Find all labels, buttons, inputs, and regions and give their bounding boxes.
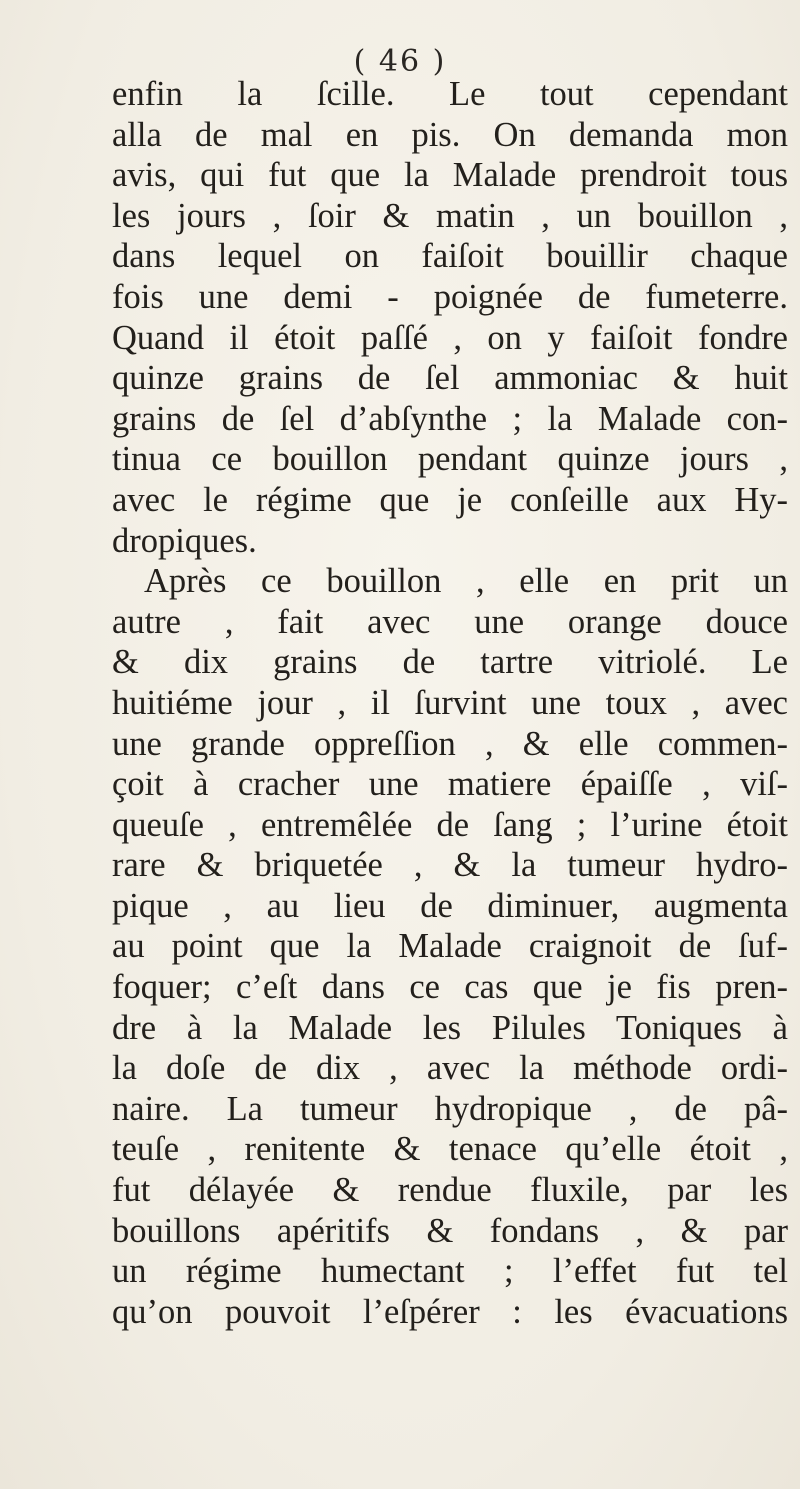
text-line: une grande oppreſſion , & elle commen-	[112, 724, 788, 763]
text-line: dre à la Malade les Pilules Toniques à	[112, 1008, 788, 1047]
text-line: bouillons apéritifs & fondans , & par	[112, 1211, 788, 1250]
text-line: foquer; c’eſt dans ce cas que je fis pren-	[112, 968, 788, 1007]
text-line: & dix grains de tartre vitriolé. Le	[112, 643, 788, 682]
text-line: autre , fait avec une orange douce	[112, 602, 788, 641]
text-line: au point que la Malade craignoit de ſuf-	[112, 927, 788, 966]
text-line: Quand il étoit paſſé , on y faiſoit fondre	[112, 318, 788, 357]
text-line: dans lequel on faiſoit bouillir chaque	[112, 237, 788, 276]
text-line: teuſe , renitente & tenace qu’elle étoit ,	[112, 1130, 788, 1169]
text-line: huitiéme jour , il ſurvint une toux , avec	[112, 683, 788, 722]
text-line: fut délayée & rendue fluxile, par les	[112, 1171, 788, 1210]
text-line: avec le régime que je conſeille aux Hy-	[112, 480, 788, 519]
text-line: queuſe , entremêlée de ſang ; l’urine étoit	[112, 805, 788, 844]
text-line: Après ce bouillon , elle en prit un	[144, 562, 788, 601]
text-line: enfin la ſcille. Le tout cependant	[112, 75, 788, 113]
text-line: qu’on pouvoit l’eſpérer : les évacuations	[112, 1292, 788, 1331]
text-line: grains de ſel d’abſynthe ; la Malade con-	[112, 399, 788, 438]
text-line: çoit à cracher une matiere épaiſſe , viſ-	[112, 765, 788, 804]
text-line: la doſe de dix , avec la méthode ordi-	[112, 1049, 788, 1088]
text-line: un régime humectant ; l’effet fut tel	[112, 1252, 788, 1291]
text-line: alla de mal en pis. On demanda mon	[112, 115, 788, 154]
text-line: naire. La tumeur hydropique , de pâ-	[112, 1089, 788, 1128]
text-line: fois une demi - poignée de fumeterre.	[112, 277, 788, 316]
text-line: avis, qui fut que la Malade prendroit tous	[112, 156, 788, 195]
body-text	[112, 74, 788, 1332]
text-line: dropiques.	[112, 521, 257, 560]
text-line: tinua ce bouillon pendant quinze jours ,	[112, 440, 788, 479]
text-line: quinze grains de ſel ammoniac & huit	[112, 359, 788, 398]
text-line: rare & briquetée , & la tumeur hydro-	[112, 846, 788, 885]
text-line: pique , au lieu de diminuer, augmenta	[112, 886, 788, 925]
text-line: les jours , ſoir & matin , un bouillon ,	[112, 196, 788, 235]
page-number: ( 46 )	[353, 44, 447, 79]
